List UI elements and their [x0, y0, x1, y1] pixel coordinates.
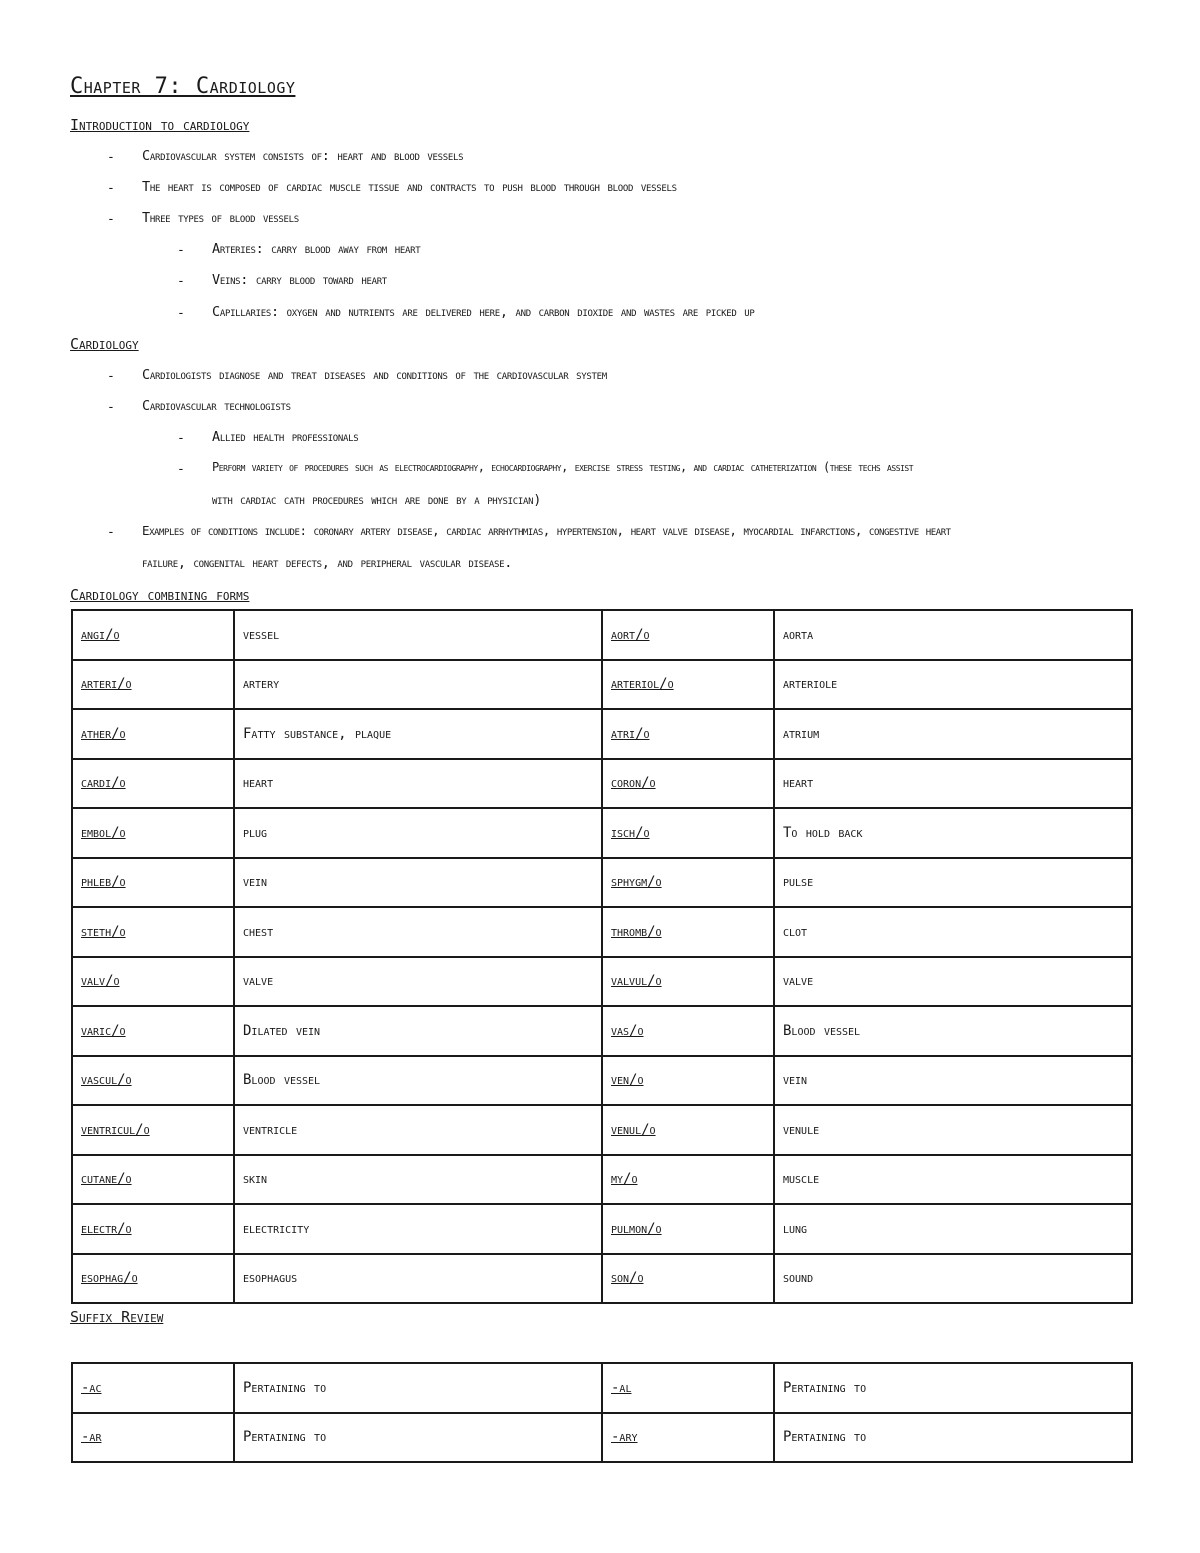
- table-row: [72, 1204, 1132, 1254]
- term-cell: isch/o: [602, 808, 774, 858]
- bullet-marker: -: [107, 400, 115, 415]
- term-cell: atri/o: [602, 709, 774, 759]
- cardiology-sub-bullet: Allied health professionals: [212, 429, 359, 445]
- term-cell: electr/o: [72, 1204, 234, 1254]
- term-cell: vascul/o: [72, 1056, 234, 1106]
- meaning-cell: Pertaining to: [234, 1363, 602, 1413]
- table-row: [72, 808, 1132, 858]
- term-cell: cardi/o: [72, 759, 234, 809]
- term-cell: -al: [602, 1363, 774, 1413]
- term-cell: venul/o: [602, 1105, 774, 1155]
- table-row: [72, 1363, 1132, 1413]
- term-cell: pulmon/o: [602, 1204, 774, 1254]
- meaning-cell: vein: [234, 858, 602, 908]
- table-row: [72, 1105, 1132, 1155]
- meaning-cell: Pertaining to: [774, 1413, 1132, 1463]
- sub-bullet-marker: -: [177, 306, 185, 321]
- meaning-cell: venule: [774, 1105, 1132, 1155]
- section-heading-suffix-review: Suffix Review: [70, 1308, 164, 1326]
- meaning-cell: vessel: [234, 610, 602, 660]
- term-cell: arteri/o: [72, 660, 234, 710]
- section-heading-introduction: Introduction to cardiology: [70, 116, 250, 134]
- term-cell: my/o: [602, 1155, 774, 1205]
- term-cell: -ary: [602, 1413, 774, 1463]
- term-cell: embol/o: [72, 808, 234, 858]
- meaning-cell: aorta: [774, 610, 1132, 660]
- meaning-cell: Blood vessel: [774, 1006, 1132, 1056]
- cardiology-sub-bullet-continuation: with cardiac cath procedures which are done by a physician): [212, 492, 542, 508]
- cardiology-bullet: Cardiologists diagnose and treat diseases and conditions of the cardiovascular system: [142, 367, 607, 383]
- meaning-cell: muscle: [774, 1155, 1132, 1205]
- term-cell: varic/o: [72, 1006, 234, 1056]
- cardiology-bullet: Cardiovascular technologists: [142, 398, 291, 414]
- table-row: [72, 1254, 1132, 1304]
- table-row: [72, 907, 1132, 957]
- term-cell: esophag/o: [72, 1254, 234, 1304]
- meaning-cell: electricity: [234, 1204, 602, 1254]
- meaning-cell: Pertaining to: [234, 1413, 602, 1463]
- section-heading-combining-forms: Cardiology combining forms: [70, 586, 250, 604]
- meaning-cell: sound: [774, 1254, 1132, 1304]
- term-cell: -ac: [72, 1363, 234, 1413]
- intro-sub-bullet: Veins: carry blood toward heart: [212, 272, 387, 288]
- table-row: [72, 709, 1132, 759]
- term-cell: thromb/o: [602, 907, 774, 957]
- meaning-cell: atrium: [774, 709, 1132, 759]
- bullet-marker: -: [107, 525, 115, 540]
- intro-bullet: The heart is composed of cardiac muscle tissue and contracts to push blood through blood vessels: [142, 179, 677, 195]
- meaning-cell: Pertaining to: [774, 1363, 1132, 1413]
- meaning-cell: plug: [234, 808, 602, 858]
- cardiology-sub-bullet: Perform variety of procedures such as electrocardiography, echocardiography, exercise stress testing, and cardiac catheterization (these techs assist: [212, 460, 914, 474]
- table-row: [72, 759, 1132, 809]
- bullet-marker: -: [107, 150, 115, 165]
- term-cell: -ar: [72, 1413, 234, 1463]
- term-cell: sphygm/o: [602, 858, 774, 908]
- meaning-cell: chest: [234, 907, 602, 957]
- term-cell: angi/o: [72, 610, 234, 660]
- meaning-cell: arteriole: [774, 660, 1132, 710]
- term-cell: arteriol/o: [602, 660, 774, 710]
- term-cell: steth/o: [72, 907, 234, 957]
- table-row: [72, 858, 1132, 908]
- term-cell: ventricul/o: [72, 1105, 234, 1155]
- term-cell: ven/o: [602, 1056, 774, 1106]
- term-cell: aort/o: [602, 610, 774, 660]
- cardiology-bullet-continuation: failure, congenital heart defects, and peripheral vascular disease.: [142, 555, 513, 571]
- meaning-cell: valve: [234, 957, 602, 1007]
- meaning-cell: ventricle: [234, 1105, 602, 1155]
- meaning-cell: skin: [234, 1155, 602, 1205]
- intro-bullet: Cardiovascular system consists of: heart and blood vessels: [142, 148, 464, 164]
- meaning-cell: pulse: [774, 858, 1132, 908]
- intro-bullet: Three types of blood vessels: [142, 210, 299, 226]
- meaning-cell: valve: [774, 957, 1132, 1007]
- suffix-review-table: [71, 1362, 1133, 1463]
- sub-bullet-marker: -: [177, 274, 185, 289]
- meaning-cell: artery: [234, 660, 602, 710]
- meaning-cell: lung: [774, 1204, 1132, 1254]
- combining-forms-table: [71, 609, 1133, 1304]
- cardiology-bullet: Examples of conditions include: coronary artery disease, cardiac arrhythmias, hypertension, heart valve disease, myocardial infarctions, congestive heart: [142, 523, 951, 538]
- term-cell: son/o: [602, 1254, 774, 1304]
- sub-bullet-marker: -: [177, 431, 185, 446]
- meaning-cell: To hold back: [774, 808, 1132, 858]
- table-row: [72, 610, 1132, 660]
- intro-sub-bullet: Capillaries: oxygen and nutrients are delivered here, and carbon dioxide and wastes are picked up: [212, 304, 755, 320]
- meaning-cell: heart: [234, 759, 602, 809]
- table-row: [72, 1006, 1132, 1056]
- section-heading-cardiology: Cardiology: [70, 335, 139, 353]
- meaning-cell: clot: [774, 907, 1132, 957]
- meaning-cell: Fatty substance, plaque: [234, 709, 602, 759]
- meaning-cell: esophagus: [234, 1254, 602, 1304]
- bullet-marker: -: [107, 181, 115, 196]
- term-cell: ather/o: [72, 709, 234, 759]
- meaning-cell: Dilated vein: [234, 1006, 602, 1056]
- bullet-marker: -: [107, 369, 115, 384]
- term-cell: coron/o: [602, 759, 774, 809]
- table-row: [72, 957, 1132, 1007]
- term-cell: phleb/o: [72, 858, 234, 908]
- sub-bullet-marker: -: [177, 462, 185, 477]
- meaning-cell: heart: [774, 759, 1132, 809]
- term-cell: vas/o: [602, 1006, 774, 1056]
- table-row: [72, 1056, 1132, 1106]
- term-cell: valv/o: [72, 957, 234, 1007]
- intro-sub-bullet: Arteries: carry blood away from heart: [212, 241, 421, 257]
- meaning-cell: Blood vessel: [234, 1056, 602, 1106]
- term-cell: cutane/o: [72, 1155, 234, 1205]
- table-row: [72, 1155, 1132, 1205]
- sub-bullet-marker: -: [177, 243, 185, 258]
- meaning-cell: vein: [774, 1056, 1132, 1106]
- page-title: Chapter 7: Cardiology: [70, 74, 296, 99]
- term-cell: valvul/o: [602, 957, 774, 1007]
- table-row: [72, 1413, 1132, 1463]
- table-row: [72, 660, 1132, 710]
- bullet-marker: -: [107, 212, 115, 227]
